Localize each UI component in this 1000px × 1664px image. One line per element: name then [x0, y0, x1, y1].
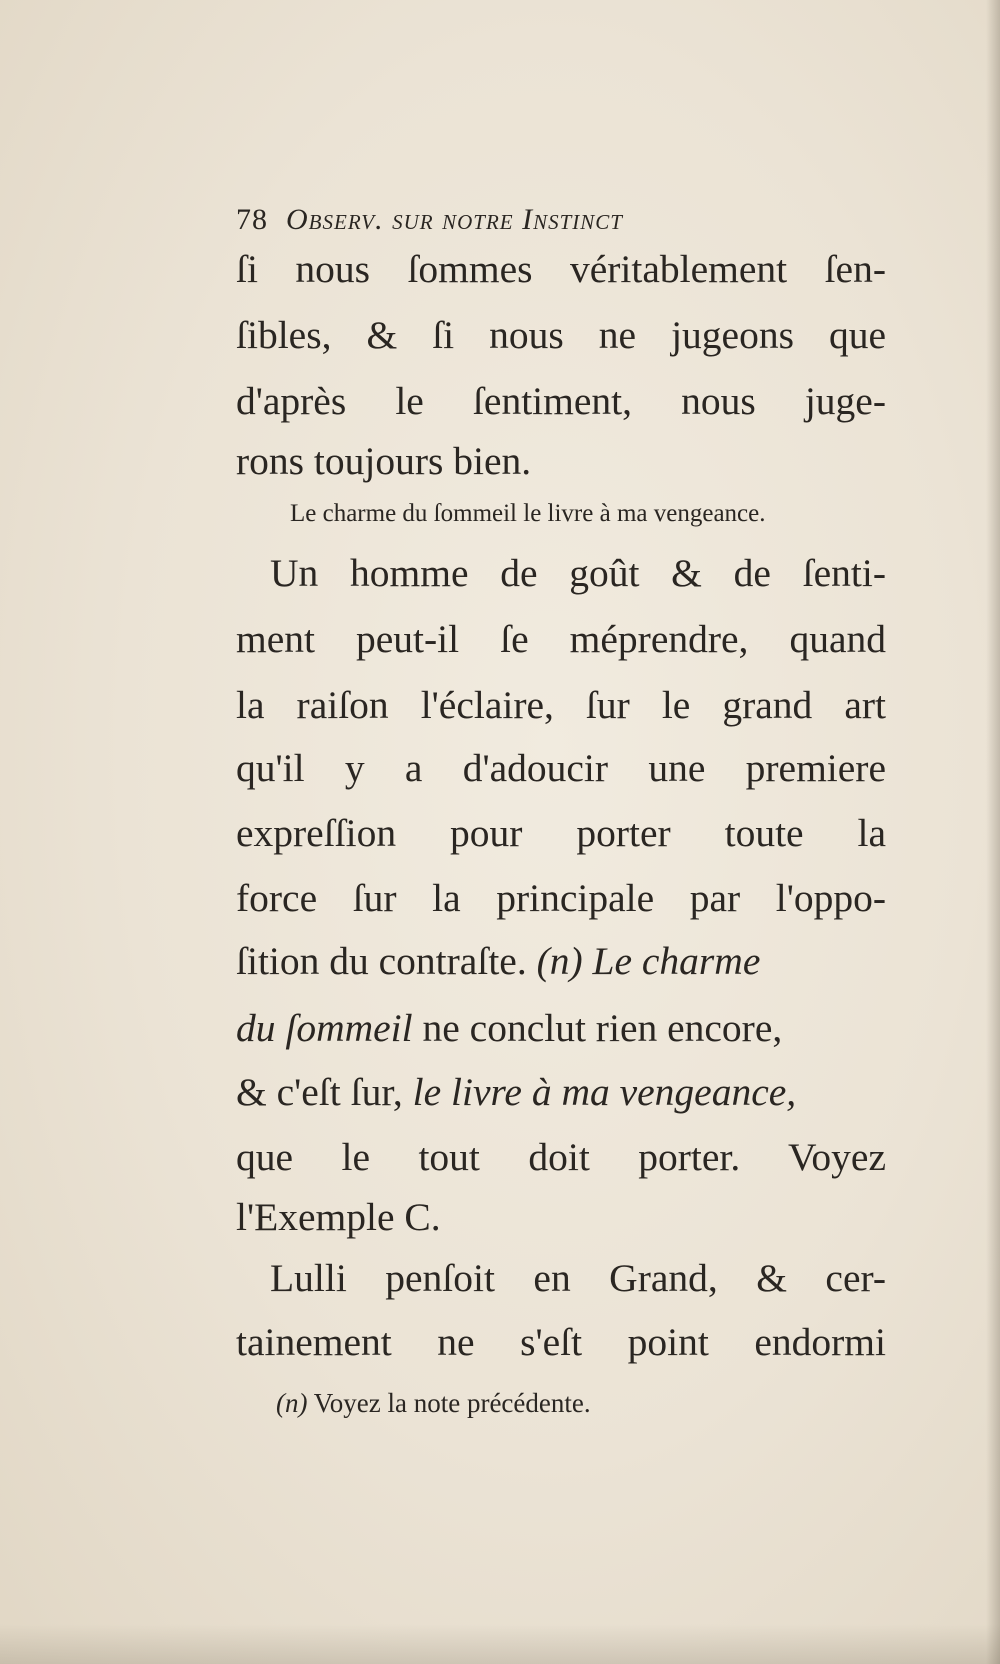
running-head [236, 200, 886, 240]
text-line-2: ſibles, & ſi nous ne jugeons que [236, 313, 886, 357]
footnote-reference: (n) Le charme [536, 939, 761, 983]
text-line-4: rons toujours bien. [236, 439, 532, 483]
footnote-marker: (n) [276, 1388, 308, 1418]
text-line-1: ſi nous ſommes véritablement ſen- [236, 247, 886, 291]
para2-line-7-roman: ſition du contraſte. [236, 939, 537, 983]
quoted-verse: Le charme du ſommeil le livre à ma vengeance. [290, 500, 766, 527]
para2-line-8-roman: ne conclut rien encore, [412, 1006, 783, 1050]
para2-line-1: Un homme de goût & de ſenti- [270, 551, 886, 595]
text-line-3: d'après le ſentiment, nous juge- [236, 379, 886, 423]
para2-line-7 [236, 936, 886, 986]
para2-line-8-italic: du ſommeil [236, 1006, 413, 1050]
para2-line-9-roman: & c'eſt ſur, [236, 1070, 413, 1114]
footnote-text: Voyez la note précédente. [307, 1388, 591, 1418]
para2-line-10: que le tout doit porter. Voyez [236, 1135, 886, 1179]
footnote [276, 1386, 836, 1420]
page-bottom-shadow [0, 1624, 1000, 1664]
para2-line-5: expreſſion pour porter toute la [236, 811, 886, 855]
para2-line-9-italic: le livre à ma vengeance, [412, 1070, 797, 1114]
para2-line-8 [236, 1003, 886, 1053]
para2-line-3: la raiſon l'éclaire, ſur le grand art [236, 683, 886, 727]
para3-line-1: Lulli penſoit en Grand, & cer- [270, 1256, 886, 1300]
para2-line-11: l'Exemple C. [236, 1195, 441, 1239]
para3-line-2: tainement ne s'eſt point endormi [236, 1320, 886, 1364]
page-number: 78 [236, 203, 268, 236]
para2-line-9 [236, 1067, 886, 1117]
para2-line-4: qu'il y a d'adoucir une premiere [236, 746, 886, 790]
running-title: Observ. sur notre Instinct [286, 203, 623, 236]
page-edge-shadow [986, 0, 1000, 1664]
para2-line-2: ment peut-il ſe méprendre, quand [236, 617, 886, 661]
para2-line-6: force ſur la principale par l'oppo- [236, 876, 886, 920]
